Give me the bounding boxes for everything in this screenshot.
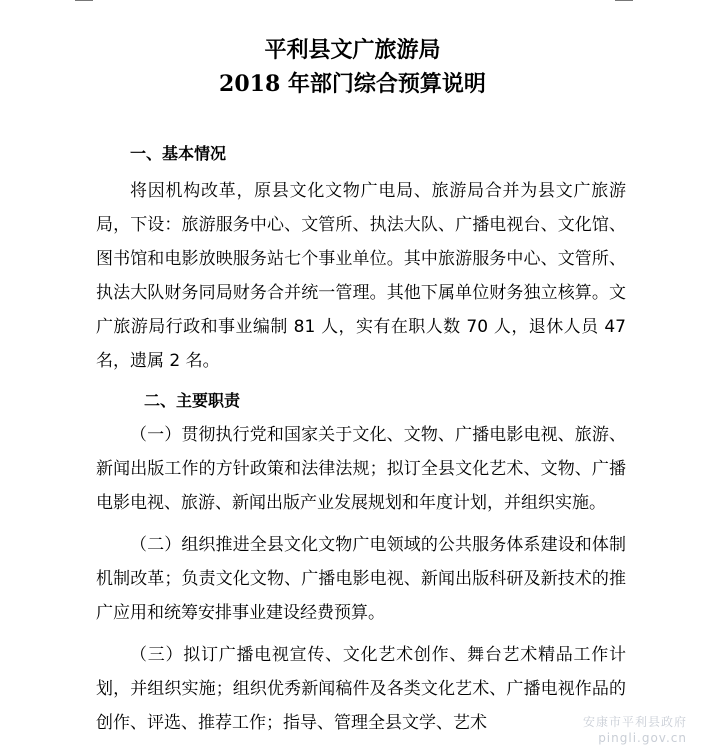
page-corner-mark-left xyxy=(75,0,93,1)
watermark-line-2: pingli.gov.cn xyxy=(598,731,687,745)
duty-item-1: （一）贯彻执行党和国家关于文化、文物、广播电影电视、旅游、新闻出版工作的方针政策和法律法规；拟订全县文化艺术、文物、广播电影电视、旅游、新闻出版产业发展规划和年度计划，并组织实施。 xyxy=(96,425,626,513)
section-heading-basic-info: 一、基本情况 xyxy=(130,144,227,163)
duty-item-3: （三）拟订广播电视宣传、文化艺术创作、舞台艺术精品工作计划，并组织实施；组织优秀新闻稿件及各类文化艺术、广播电视作品的创作、评选、推荐工作；指导、管理全县文学、艺术 xyxy=(96,645,626,733)
watermark-line-1: 安康市平利县政府 xyxy=(582,715,687,729)
document-body xyxy=(96,142,626,740)
document-subtitle: 2018 年部门综合预算说明 xyxy=(219,71,486,97)
basic-info-paragraph: 将因机构改革，原县文化文物广电局、旅游局合并为县文广旅游局，下设：旅游服务中心、文管所、执法大队、广播电视台、文化馆、图书馆和电影放映服务站七个事业单位。其中旅游服务中心、文管所、执法大队财务同局财务合并统一管理。其他下属单位财务独立核算。文广旅游局行政和事业编制 81 人，实有在职人数 70 人，退休人员 47 名，遗属 2 名。 xyxy=(96,181,626,371)
section-heading-main-duties: 二、主要职责 xyxy=(144,391,241,410)
duty-item-2: （二）组织推进全县文化文物广电领域的公共服务体系建设和体制机制改革；负责文化文物、广播电影电视、新闻出版科研及新技术的推广应用和统筹安排事业建设经费预算。 xyxy=(96,535,626,623)
document-title: 平利县文广旅游局 xyxy=(264,37,441,63)
page-corner-mark-right xyxy=(615,0,633,1)
site-watermark xyxy=(583,714,687,746)
